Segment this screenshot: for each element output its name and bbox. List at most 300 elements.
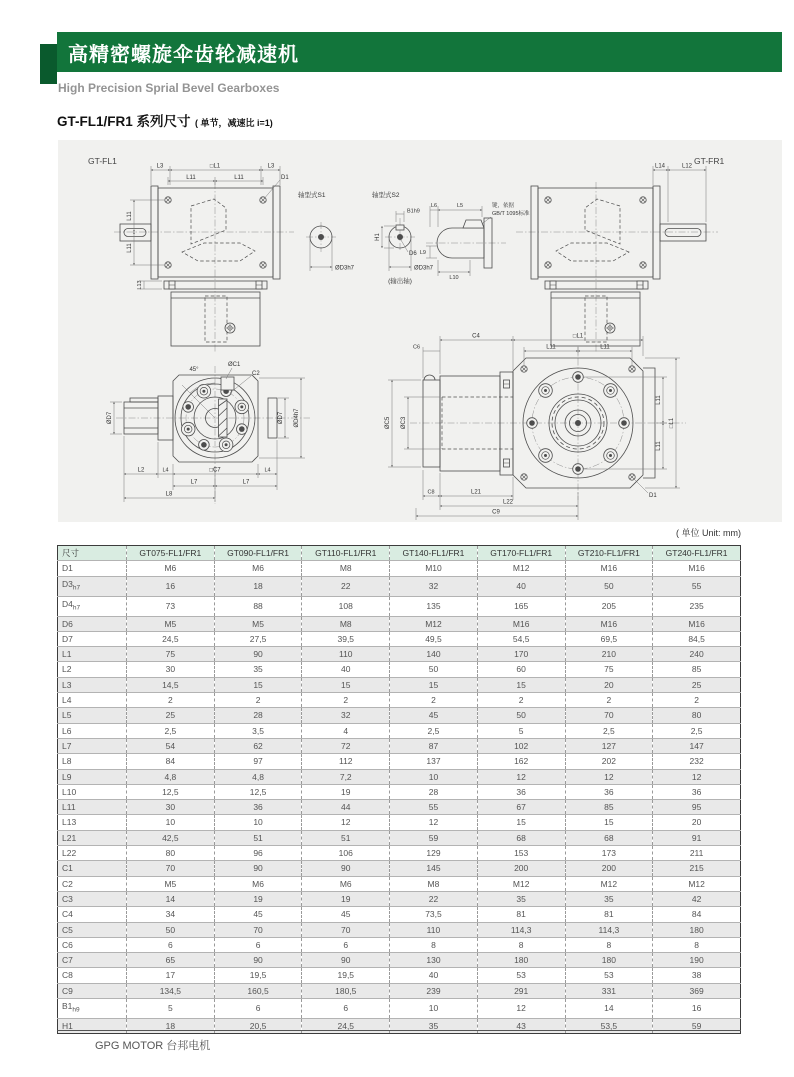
cell-value: M5	[127, 876, 215, 891]
table-row	[58, 631, 741, 646]
cell-value: M12	[653, 876, 741, 891]
table-row	[58, 876, 741, 891]
row-label: C9	[58, 983, 127, 998]
cell-value: 35	[214, 662, 302, 677]
dimension-table-wrap	[57, 545, 741, 1034]
dim-label: L11	[656, 395, 662, 405]
cell-value: 10	[390, 998, 478, 1018]
dim-label: L11	[127, 211, 133, 221]
cell-value: 17	[127, 968, 215, 983]
cell-value: 12	[302, 815, 390, 830]
row-label: C6	[58, 937, 127, 952]
row-label: L22	[58, 846, 127, 861]
column-header: GT140-FL1/FR1	[390, 546, 478, 561]
cell-value: 114,3	[565, 922, 653, 937]
dim-label: ØD7	[107, 411, 113, 425]
dim-label: L6	[430, 203, 438, 209]
cell-value: 25	[127, 708, 215, 723]
cell-value: 69,5	[565, 631, 653, 646]
output-shaft-note: (输出轴)	[388, 278, 412, 285]
cell-value: 91	[653, 830, 741, 845]
cell-value: 40	[302, 662, 390, 677]
dim-label: L7	[190, 479, 198, 486]
cell-value: 2	[302, 693, 390, 708]
cell-value: 81	[477, 907, 565, 922]
row-label: L6	[58, 723, 127, 738]
shaft-s1-label: 轴型式S1	[298, 192, 326, 199]
key-note-line2: GB/T 1095标准	[492, 211, 530, 217]
cell-value: 15	[390, 677, 478, 692]
table-row	[58, 998, 741, 1018]
row-label: D6	[58, 616, 127, 631]
cell-value: 35	[390, 1018, 478, 1033]
dim-label: L4	[162, 467, 169, 474]
table-row	[58, 846, 741, 861]
cell-value: 53	[565, 968, 653, 983]
table-row	[58, 830, 741, 845]
cell-value: 35	[565, 891, 653, 906]
cell-value: 81	[565, 907, 653, 922]
cell-value: 6	[302, 998, 390, 1018]
cell-value: 2,5	[390, 723, 478, 738]
cell-value: 2	[390, 693, 478, 708]
table-row	[58, 891, 741, 906]
cell-value: 173	[565, 846, 653, 861]
cell-value: 51	[302, 830, 390, 845]
cell-value: 45	[214, 907, 302, 922]
row-label: L10	[58, 784, 127, 799]
table-row	[58, 738, 741, 753]
cell-value: 43	[477, 1018, 565, 1033]
cell-value: 12	[565, 769, 653, 784]
dim-label: C4	[472, 333, 480, 340]
cell-value: 114,3	[477, 922, 565, 937]
cell-value: 215	[653, 861, 741, 876]
page-subtitle-en: High Precision Sprial Bevel Gearboxes	[58, 81, 280, 95]
row-label: C5	[58, 922, 127, 937]
dimension-table	[57, 545, 741, 1034]
row-label: D7	[58, 631, 127, 646]
cell-value: M16	[653, 561, 741, 576]
row-label: L13	[58, 815, 127, 830]
cell-value: M6	[214, 876, 302, 891]
cell-value: 44	[302, 800, 390, 815]
cell-value: 84,5	[653, 631, 741, 646]
cell-value: 4,8	[214, 769, 302, 784]
dim-label: ØD4h7	[294, 408, 300, 428]
dim-label: L11	[656, 441, 662, 451]
dim-label: L3	[156, 163, 164, 170]
row-label: L5	[58, 708, 127, 723]
cell-value: 75	[127, 647, 215, 662]
cell-value: 19	[302, 784, 390, 799]
section-title: GT-FL1/FR1 系列尺寸	[57, 114, 191, 129]
footer-brand: GPG MOTOR 台邦电机	[95, 1040, 211, 1052]
cell-value: 55	[653, 576, 741, 596]
cell-value: 51	[214, 830, 302, 845]
cell-value: 45	[302, 907, 390, 922]
cell-value: 27,5	[214, 631, 302, 646]
cell-value: 30	[127, 662, 215, 677]
dim-label: ØC1	[228, 362, 241, 368]
row-label: L7	[58, 738, 127, 753]
cell-value: 90	[214, 861, 302, 876]
cell-value: M6	[302, 876, 390, 891]
dim-label: L11	[127, 243, 133, 253]
cell-value: 3,5	[214, 723, 302, 738]
cell-value: M12	[477, 876, 565, 891]
cell-value: 38	[653, 968, 741, 983]
cell-value: 28	[390, 784, 478, 799]
dim-label: D1	[281, 175, 289, 181]
gt-fr1-view	[516, 156, 724, 352]
section-heading	[57, 110, 273, 131]
cell-value: 110	[302, 647, 390, 662]
cell-value: 8	[390, 937, 478, 952]
cell-value: 42	[653, 891, 741, 906]
cell-value: 153	[477, 846, 565, 861]
cell-value: 10	[214, 815, 302, 830]
row-label: $B1_{h9}$	[58, 998, 127, 1018]
cell-value: 10	[390, 769, 478, 784]
cell-value: 84	[653, 907, 741, 922]
dim-label: L9	[419, 250, 426, 256]
cell-value: M6	[214, 561, 302, 576]
row-label: C1	[58, 861, 127, 876]
table-row	[58, 596, 741, 616]
cell-value: 50	[477, 708, 565, 723]
cell-value: 239	[390, 983, 478, 998]
cell-value: 145	[390, 861, 478, 876]
cell-value: 12	[477, 998, 565, 1018]
cell-value: 90	[214, 647, 302, 662]
dim-label: L14	[654, 163, 666, 170]
cell-value: 20	[565, 677, 653, 692]
cell-value: 12	[653, 769, 741, 784]
cell-value: 65	[127, 953, 215, 968]
cell-value: 4	[302, 723, 390, 738]
cell-value: 20	[653, 815, 741, 830]
cell-value: 165	[477, 596, 565, 616]
dim-label: H1	[375, 233, 381, 241]
cell-value: M8	[302, 616, 390, 631]
dim-label: L7	[242, 479, 250, 486]
dim-label: L22	[502, 499, 514, 506]
cell-value: 2,5	[127, 723, 215, 738]
cell-value: 19	[214, 891, 302, 906]
row-label: $D4_{h7}$	[58, 596, 127, 616]
unit-note: ( 单位 Unit: mm)	[676, 528, 741, 538]
cell-value: 28	[214, 708, 302, 723]
table-body	[58, 561, 741, 1034]
cell-value: M5	[127, 616, 215, 631]
cell-value: 87	[390, 738, 478, 753]
cell-value: 20,5	[214, 1018, 302, 1033]
dim-label: L4	[264, 467, 271, 474]
dim-label: C2	[252, 371, 260, 377]
cell-value: 16	[653, 998, 741, 1018]
table-row	[58, 815, 741, 830]
cell-value: 30	[127, 800, 215, 815]
dim-label: L2	[137, 467, 145, 474]
cell-value: 140	[390, 647, 478, 662]
view-label-fr1: GT-FR1	[694, 156, 725, 166]
dim-label: 45°	[189, 367, 199, 373]
corner-header: 尺寸	[58, 546, 127, 561]
cell-value: M16	[477, 616, 565, 631]
table-row	[58, 800, 741, 815]
dim-label: L11	[546, 344, 556, 351]
cell-value: 80	[127, 846, 215, 861]
cell-value: 70	[214, 922, 302, 937]
cell-value: 130	[390, 953, 478, 968]
cell-value: 180	[477, 953, 565, 968]
cell-value: 73,5	[390, 907, 478, 922]
cell-value: 40	[477, 576, 565, 596]
cell-value: 108	[302, 596, 390, 616]
dim-label: B1h9	[407, 208, 420, 215]
cell-value: 42,5	[127, 830, 215, 845]
cell-value: 88	[214, 596, 302, 616]
table-row	[58, 754, 741, 769]
dim-label: ØD3h7	[335, 265, 355, 272]
shaft-type-s1-diagram	[298, 190, 355, 272]
cell-value: 18	[127, 1018, 215, 1033]
cell-value: 110	[390, 922, 478, 937]
cell-value: 60	[477, 662, 565, 677]
cell-value: 202	[565, 754, 653, 769]
cell-value: 291	[477, 983, 565, 998]
cell-value: 232	[653, 754, 741, 769]
cell-value: 36	[653, 784, 741, 799]
drawing-panel	[58, 140, 782, 522]
cell-value: 40	[390, 968, 478, 983]
cell-value: 2	[653, 693, 741, 708]
cell-value: 34	[127, 907, 215, 922]
dim-label: L11	[234, 175, 244, 181]
cell-value: 162	[477, 754, 565, 769]
column-header: GT110-FL1/FR1	[302, 546, 390, 561]
cell-value: 97	[214, 754, 302, 769]
column-header: GT170-FL1/FR1	[477, 546, 565, 561]
cell-value: 12	[477, 769, 565, 784]
table-row	[58, 769, 741, 784]
cell-value: 59	[390, 830, 478, 845]
cell-value: 32	[390, 576, 478, 596]
table-row	[58, 561, 741, 576]
cell-value: 18	[214, 576, 302, 596]
cell-value: 53,5	[565, 1018, 653, 1033]
row-label: $D3_{h7}$	[58, 576, 127, 596]
cell-value: 14,5	[127, 677, 215, 692]
cell-value: 54,5	[477, 631, 565, 646]
cell-value: 6	[214, 998, 302, 1018]
cell-value: 240	[653, 647, 741, 662]
dim-label: ØD3h7	[414, 265, 434, 272]
cell-value: 32	[302, 708, 390, 723]
cell-value: 25	[653, 677, 741, 692]
cell-value: 96	[214, 846, 302, 861]
cell-value: 68	[565, 830, 653, 845]
table-row	[58, 616, 741, 631]
cell-value: 36	[477, 784, 565, 799]
cell-value: 36	[565, 784, 653, 799]
cell-value: 16	[127, 576, 215, 596]
cell-value: 50	[390, 662, 478, 677]
cell-value: 8	[653, 937, 741, 952]
cell-value: 190	[653, 953, 741, 968]
cell-value: 84	[127, 754, 215, 769]
key-note-line1: 键，依据	[492, 203, 515, 209]
table-head	[58, 546, 741, 561]
page-footer	[57, 1030, 741, 1053]
dim-label: ØD7	[278, 411, 284, 425]
cell-value: 180	[653, 922, 741, 937]
input-flange-front-view	[385, 334, 686, 521]
cell-value: 369	[653, 983, 741, 998]
table-row	[58, 723, 741, 738]
row-label: L21	[58, 830, 127, 845]
column-header: GT075-FL1/FR1	[127, 546, 215, 561]
cell-value: 85	[653, 662, 741, 677]
cell-value: 12	[390, 815, 478, 830]
table-row	[58, 983, 741, 998]
cell-value: 5	[127, 998, 215, 1018]
cell-value: 205	[565, 596, 653, 616]
dim-label: L5	[456, 203, 464, 209]
cell-value: 15	[302, 677, 390, 692]
table-row	[58, 708, 741, 723]
cell-value: 129	[390, 846, 478, 861]
cell-value: 8	[565, 937, 653, 952]
header-row	[58, 546, 741, 561]
cell-value: 331	[565, 983, 653, 998]
dim-label: C6	[412, 344, 420, 351]
row-label: H1	[58, 1018, 127, 1033]
dim-label: □L1	[572, 333, 584, 340]
cell-value: M16	[565, 561, 653, 576]
cell-value: 49,5	[390, 631, 478, 646]
cell-value: 68	[477, 830, 565, 845]
cell-value: 10	[127, 815, 215, 830]
cell-value: 137	[390, 754, 478, 769]
cell-value: 2	[477, 693, 565, 708]
cell-value: 6	[302, 937, 390, 952]
table-row	[58, 662, 741, 677]
dim-label: □L1	[669, 417, 675, 429]
cell-value: 127	[565, 738, 653, 753]
dim-label: L21	[470, 489, 482, 496]
cell-value: 180,5	[302, 983, 390, 998]
row-label: L9	[58, 769, 127, 784]
row-label: C3	[58, 891, 127, 906]
row-label: D1	[58, 561, 127, 576]
cell-value: 19	[302, 891, 390, 906]
table-row	[58, 922, 741, 937]
table-row	[58, 693, 741, 708]
cell-value: 112	[302, 754, 390, 769]
cell-value: M12	[390, 616, 478, 631]
cell-value: M6	[127, 561, 215, 576]
cell-value: 180	[565, 953, 653, 968]
output-flange-front-view	[107, 362, 310, 504]
dim-label: C8	[427, 489, 435, 496]
cell-value: M12	[565, 876, 653, 891]
cell-value: 15	[477, 677, 565, 692]
cell-value: 19,5	[214, 968, 302, 983]
cell-value: M16	[653, 616, 741, 631]
dim-label: L8	[165, 491, 173, 498]
cell-value: 59	[653, 1018, 741, 1033]
cell-value: 12,5	[214, 784, 302, 799]
cell-value: 53	[477, 968, 565, 983]
cell-value: M8	[302, 561, 390, 576]
cell-value: 147	[653, 738, 741, 753]
key-detail-diagram	[420, 201, 530, 281]
row-label: C4	[58, 907, 127, 922]
cell-value: 102	[477, 738, 565, 753]
cell-value: 7,2	[302, 769, 390, 784]
row-label: L4	[58, 693, 127, 708]
dim-label: L12	[681, 163, 693, 170]
banner-accent-tab	[40, 44, 57, 84]
technical-drawing	[58, 140, 782, 522]
cell-value: 55	[390, 800, 478, 815]
row-label: L11	[58, 800, 127, 815]
row-label: L2	[58, 662, 127, 677]
table-row	[58, 576, 741, 596]
cell-value: M16	[565, 616, 653, 631]
cell-value: 35	[477, 891, 565, 906]
cell-value: 2,5	[653, 723, 741, 738]
row-label: L8	[58, 754, 127, 769]
cell-value: 170	[477, 647, 565, 662]
cell-value: 54	[127, 738, 215, 753]
cell-value: 135	[390, 596, 478, 616]
cell-value: 106	[302, 846, 390, 861]
column-header: GT240-FL1/FR1	[653, 546, 741, 561]
cell-value: 2	[214, 693, 302, 708]
cell-value: 70	[565, 708, 653, 723]
cell-value: 14	[565, 998, 653, 1018]
cell-value: 5	[477, 723, 565, 738]
cell-value: 50	[565, 576, 653, 596]
view-label-fl1: GT-FL1	[88, 156, 117, 166]
cell-value: 200	[477, 861, 565, 876]
dim-label: L3	[267, 163, 275, 170]
cell-value: 211	[653, 846, 741, 861]
dim-label: L13	[137, 280, 143, 290]
table-row	[58, 784, 741, 799]
shaft-s2-label: 轴型式S2	[372, 192, 400, 199]
cell-value: M12	[477, 561, 565, 576]
cell-value: 67	[477, 800, 565, 815]
dim-label: □L1	[209, 163, 221, 170]
dim-label: ØC5	[385, 416, 391, 430]
table-row	[58, 647, 741, 662]
row-label: C7	[58, 953, 127, 968]
dim-label: D6	[409, 251, 417, 257]
cell-value: 50	[127, 922, 215, 937]
cell-value: 45	[390, 708, 478, 723]
dim-label: D1	[649, 493, 657, 499]
table-row	[58, 937, 741, 952]
cell-value: 14	[127, 891, 215, 906]
cell-value: M8	[390, 876, 478, 891]
cell-value: 15	[565, 815, 653, 830]
cell-value: 73	[127, 596, 215, 616]
row-label: C2	[58, 876, 127, 891]
